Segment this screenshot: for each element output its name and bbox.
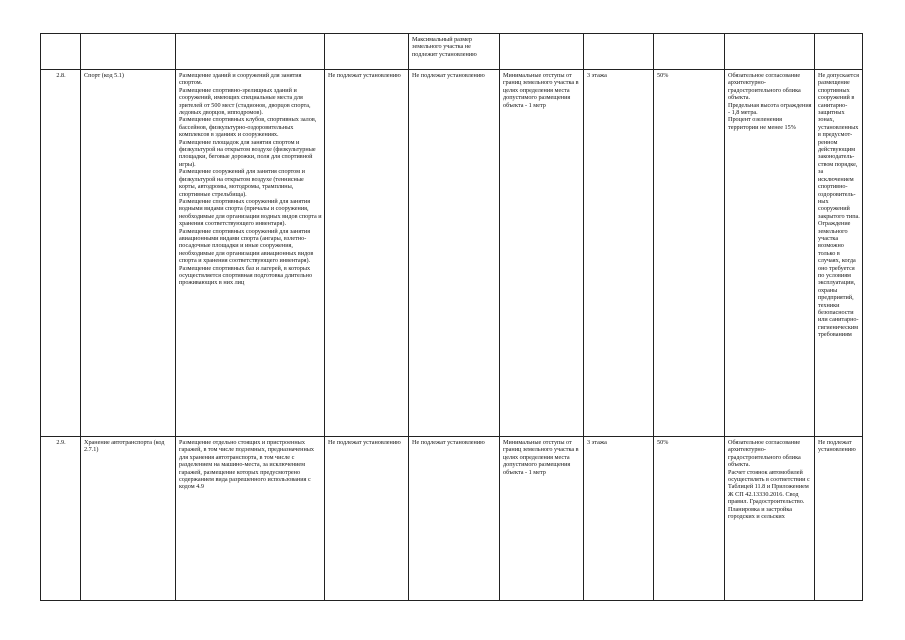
table-cell: [725, 34, 815, 70]
restrictions: Не допускается размещение спортивных сооружений в санитарно-защитных зонах, установленных в предусмот-ренном действующим законодатель-ством порядке, за исключением спортивно-оздоровитель-ных сооружений закрытого типа. Ограждение земельного участка возможно только в случаях, когда оно требуется по условиям эксплуатации, охраны предприятий, техники безопасности или санитарно-гигиеническим требованиям: [815, 70, 863, 437]
min-plot-size: Не подлежат установлению: [325, 437, 409, 601]
max-coverage: 50%: [654, 70, 725, 437]
other-parameters: Обязательное согласование архитектурно-градостроительного облика объекта. Расчет стоянок автомобилей осуществлять в соответствии с Таблицей 11.8 и Приложением Ж СП 42.13330.2016. Свод правил. Градостроительство. Планировка и застройка городских и сельских: [725, 437, 815, 601]
table-cell: [654, 34, 725, 70]
max-floors: 3 этажа: [584, 437, 654, 601]
setback-rule: Минимальные отступы от границ земельного участка в целях определения места допустимого размещения объекта - 1 метр: [500, 437, 584, 601]
row-number: 2.9.: [41, 437, 81, 601]
table-cell: [41, 34, 81, 70]
table-row: [41, 70, 863, 437]
table-cell: [176, 34, 325, 70]
table-row: [41, 34, 863, 70]
table-row: [41, 437, 863, 601]
max-floors: 3 этажа: [584, 70, 654, 437]
table-cell: [500, 34, 584, 70]
table-cell: [325, 34, 409, 70]
max-coverage: 50%: [654, 437, 725, 601]
min-plot-size: Не подлежат установлению: [325, 70, 409, 437]
use-type-name: Хранение автотранспорта (код 2.7.1): [81, 437, 176, 601]
use-type-description: Размещение отдельно стоящих и пристроенных гаражей, в том числе подземных, предназначенных для хранения автотранспорта, в том числе с разделением на машино-места, за исключением гаражей, размещение которых предусмотрено содержанием вида разрешенного использования с кодом 4.9: [176, 437, 325, 601]
row-number: 2.8.: [41, 70, 81, 437]
table-cell: [584, 34, 654, 70]
setback-rule: Минимальные отступы от границ земельного участка в целях определения места допустимого размещения объекта - 1 метр: [500, 70, 584, 437]
use-type-name: Спорт (код 5.1): [81, 70, 176, 437]
max-plot-size: Не подлежат установлению: [409, 437, 500, 601]
table-cell: Максимальный размер земельного участка не подлежит установлению: [409, 34, 500, 70]
table-cell: [81, 34, 176, 70]
use-type-description: Размещение зданий и сооружений для занятия спортом. Размещение спортивно-зрелищных зданий и сооружений, имеющих специальные места для зрителей от 500 мест (стадионов, дворцов спорта, ледовых дворцов, ипподромов). Размещение спортивных клубов, спортивных залов, бассейнов, физкультурно-оздоровительных комплексов в зданиях и сооружениях. Размещение площадок для занятия спортом и физкультурой на открытом воздухе (физкультурные площадки, беговые дорожки, поля для спортивной игры). Размещение сооружений для занятия спортом и физкультурой на открытом воздухе (теннисные корты, автодромы, мотодромы, трамплины, спортивные стрельбища). Размещение спортивных сооружений для занятия водными видами спорта (причалы и сооружения, необходимые для организации водных видов спорта и хранения соответствующего инвентаря). Размещение спортивных сооружений для занятия авиационными видами спорта (ангары, взлетно-посадочные площадки и иные сооружения, необходимые для организации авиационных видов спорта и хранения соответствующего инвентаря). Размещение спортивных баз и лагерей, в которых осуществляется спортивная подготовка длительно проживающих в них лиц: [176, 70, 325, 437]
restrictions: Не подлежат установлению: [815, 437, 863, 601]
table-cell: [815, 34, 863, 70]
zoning-regulations-table: [40, 33, 863, 601]
other-parameters: Обязательное согласование архитектурно-градостроительного облика объекта. Предельная высота ограждения - 1,8 метра. Процент озеленения территории не менее 15%: [725, 70, 815, 437]
max-plot-size: Не подлежат установлению: [409, 70, 500, 437]
